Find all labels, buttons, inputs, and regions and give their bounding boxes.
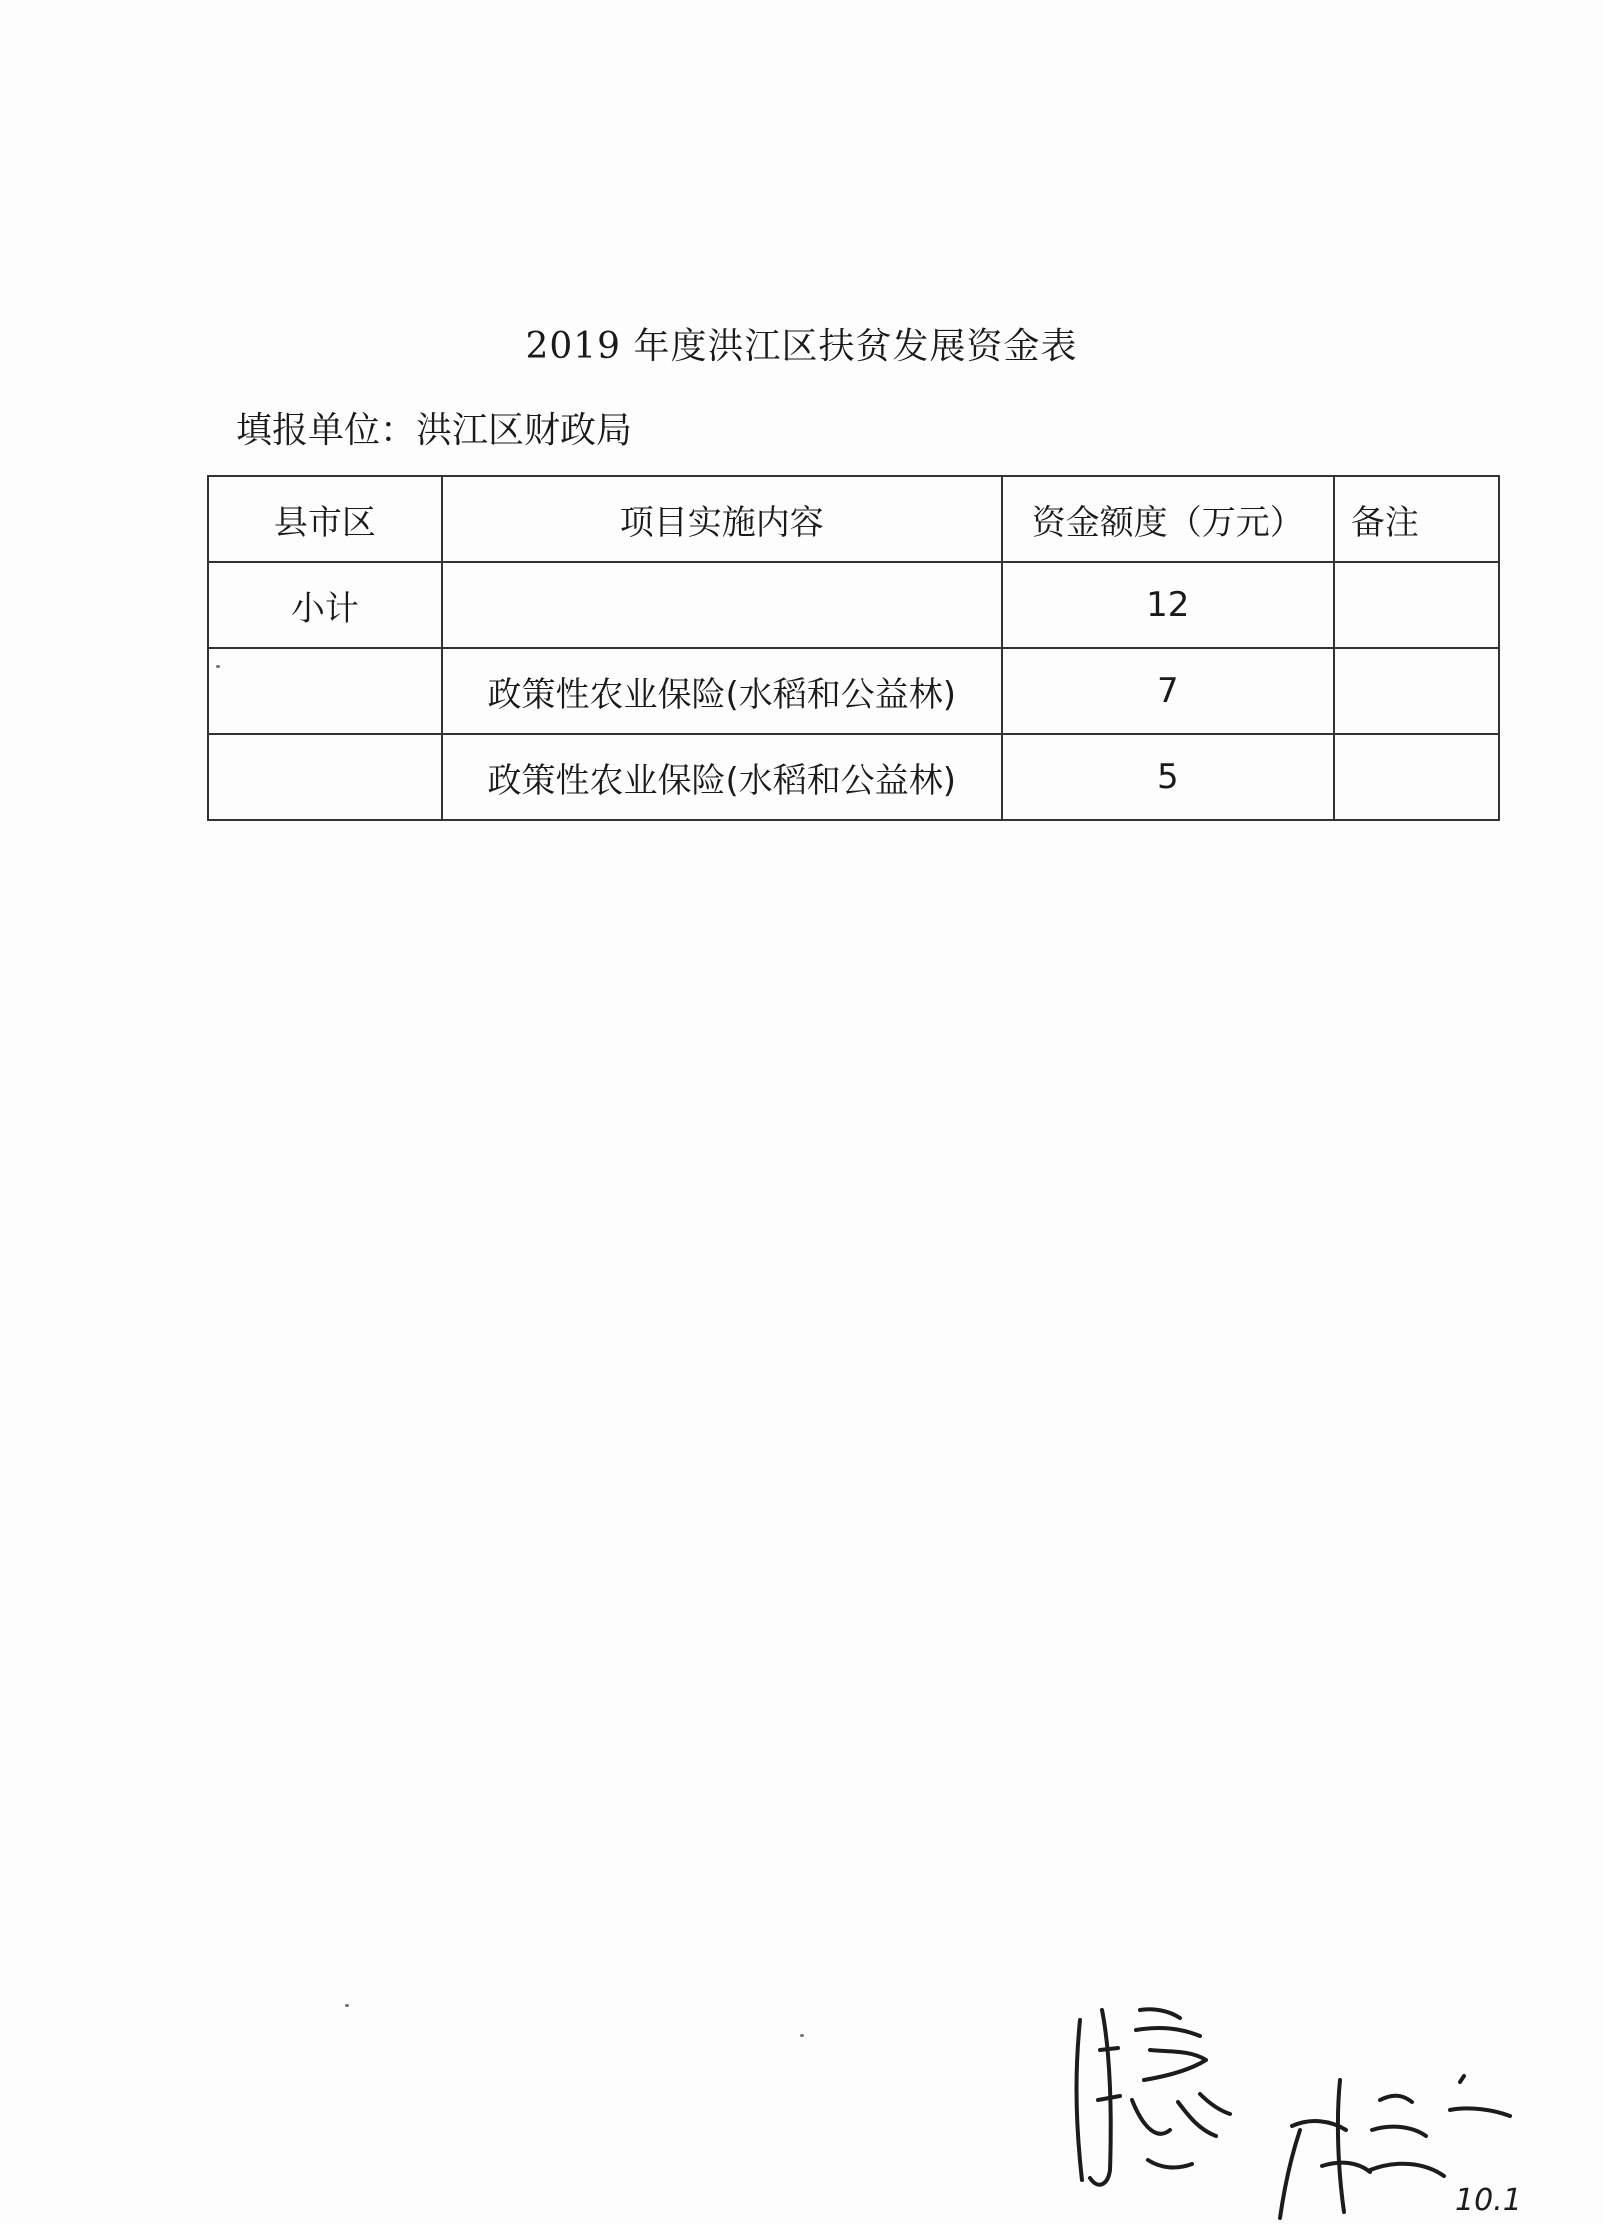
table-row [208,734,1499,820]
fill-unit-line: 填报单位：洪江区财政局 [236,410,633,451]
table-row [208,562,1499,648]
cell-note [1334,562,1499,648]
cell-content: 政策性农业保险(水稻和公益林) [442,734,1002,820]
cell-amount: 7 [1002,648,1334,734]
scan-speck [216,665,220,668]
signature-date: 10.1 [1455,2183,1522,2218]
header-note: 备注 [1334,476,1499,562]
fund-table [207,475,1500,821]
table-row [208,648,1499,734]
cell-amount: 5 [1002,734,1334,820]
cell-amount: 12 [1002,562,1334,648]
cell-content [442,562,1002,648]
handwritten-signature [1040,1990,1580,2220]
scan-speck [345,2004,349,2007]
header-amount: 资金额度（万元） [1002,476,1334,562]
scan-speck [800,2034,804,2037]
header-content: 项目实施内容 [442,476,1002,562]
table-header-row [208,476,1499,562]
cell-county: 小计 [208,562,442,648]
document-title: 2019 年度洪江区扶贫发展资金表 [525,326,1078,367]
header-county: 县市区 [208,476,442,562]
cell-content: 政策性农业保险(水稻和公益林) [442,648,1002,734]
cell-county [208,648,442,734]
cell-county [208,734,442,820]
cell-note [1334,648,1499,734]
cell-note [1334,734,1499,820]
